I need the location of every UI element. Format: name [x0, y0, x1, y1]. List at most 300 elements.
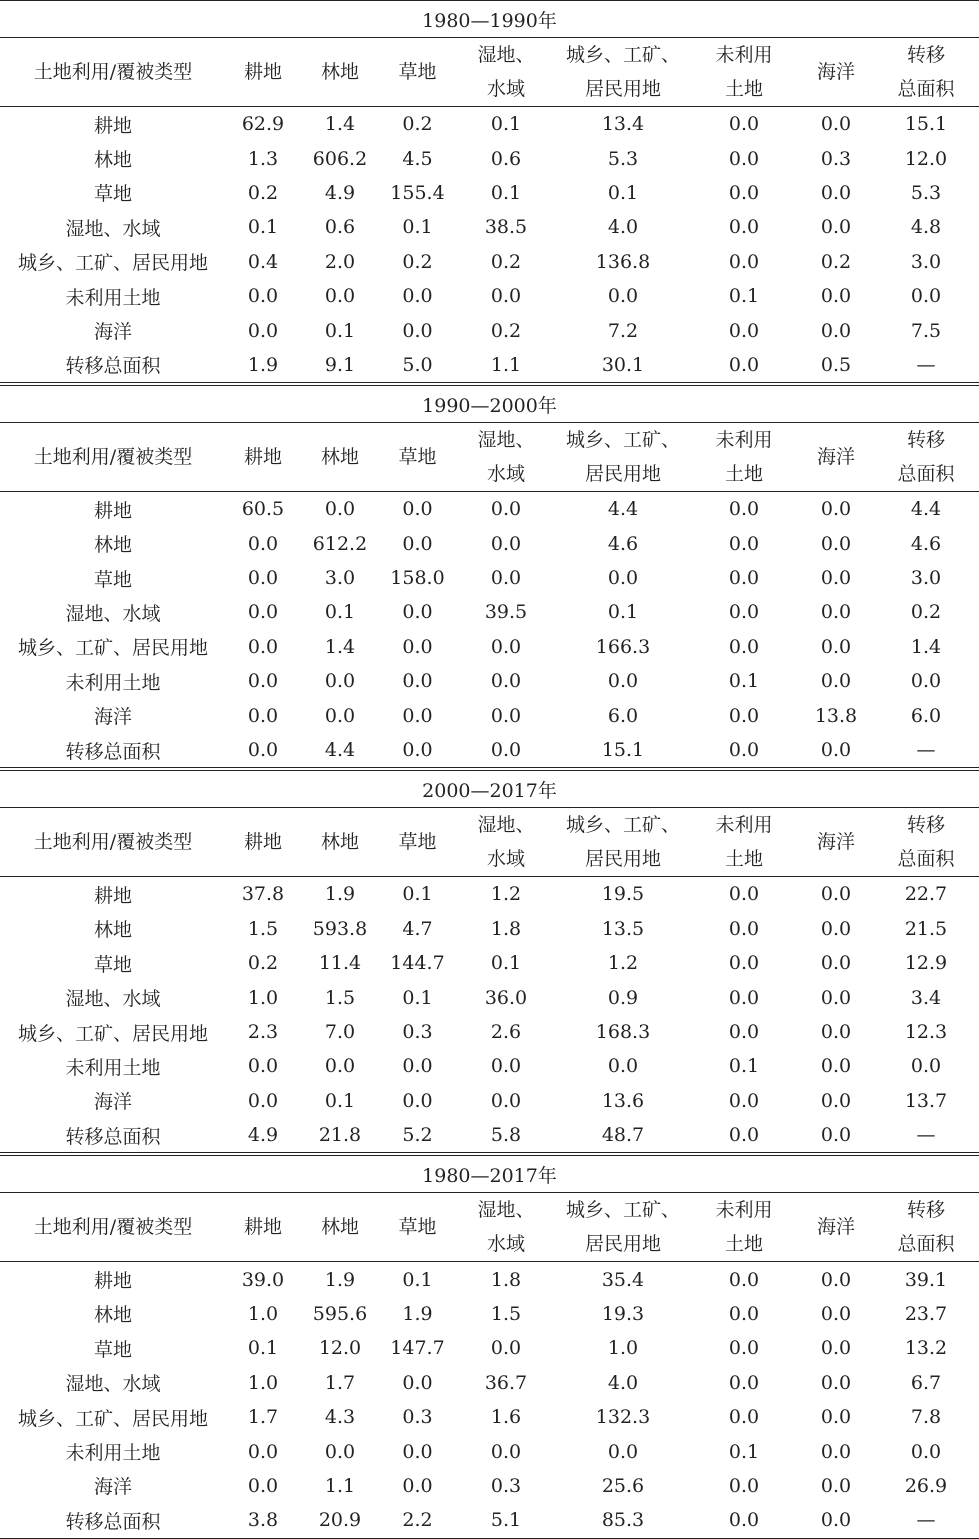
- table-row: [0, 1469, 979, 1503]
- column-header-line2: 居民用地: [584, 1233, 661, 1256]
- table-cell: 0.0: [490, 498, 522, 521]
- column-header: [873, 1193, 979, 1262]
- table-cell: 0.0: [820, 670, 852, 693]
- table-cell: —: [916, 1124, 936, 1147]
- row-label: 耕地: [93, 114, 132, 137]
- table-cell: 4.6: [607, 532, 639, 555]
- table-row: [0, 176, 979, 210]
- table-cell: 0.0: [728, 704, 760, 727]
- table-cell: 0.0: [247, 635, 279, 658]
- row-label: 耕地: [93, 884, 132, 907]
- column-header-line2: 总面积: [897, 78, 955, 100]
- table-cell: 0.0: [607, 1440, 639, 1463]
- row-label: 城乡、工矿、居民用地: [17, 1407, 208, 1430]
- column-header-line2: 土地: [724, 463, 763, 486]
- table-cell: 0.0: [490, 532, 522, 555]
- column-header-line1: 未利用: [715, 1199, 773, 1222]
- table-cell: 48.7: [601, 1124, 645, 1147]
- table-cell: 0.1: [324, 319, 356, 342]
- table-cell: 0.1: [490, 181, 522, 204]
- table-cell: 2.3: [247, 1021, 279, 1043]
- row-label: 城乡、工矿、居民用地: [17, 1022, 208, 1045]
- table-cell: 168.3: [595, 1021, 651, 1043]
- table-cell: 0.0: [728, 532, 760, 555]
- table-cell: 7.5: [910, 319, 942, 342]
- table-cell: 0.0: [820, 498, 852, 521]
- column-header-line1: 湿地、: [477, 1199, 535, 1222]
- table-cell: 1.2: [607, 952, 639, 975]
- table-cell: 2.0: [324, 250, 356, 273]
- row-label: 未利用土地: [65, 1056, 161, 1079]
- row-label: 湿地、水域: [65, 1373, 161, 1396]
- table-cell: 0.0: [402, 1371, 433, 1394]
- column-header-line1: 未利用: [715, 44, 773, 66]
- table-cell: 0.0: [728, 739, 760, 762]
- table-cell: 0.2: [247, 181, 279, 204]
- column-header: [226, 423, 300, 492]
- table-cell: 0.0: [247, 670, 279, 693]
- table-cell: 0.1: [607, 601, 639, 624]
- table-cell: 1.7: [324, 1371, 356, 1394]
- row-label: 海洋: [93, 1091, 132, 1114]
- table-cell: 1.4: [324, 635, 356, 658]
- table-row: [0, 1366, 979, 1400]
- column-header: [799, 808, 873, 877]
- table-cell: 19.5: [601, 883, 645, 906]
- column-header-line2: 土地: [724, 1233, 763, 1256]
- table-cell: 3.0: [324, 567, 356, 590]
- row-label: 林地: [93, 919, 132, 942]
- table-cell: 4.4: [607, 498, 639, 521]
- table-cell: 0.0: [820, 532, 852, 555]
- table-cell: 7.8: [910, 1406, 942, 1429]
- column-header-line1: 未利用: [715, 814, 773, 837]
- table-cell: 0.0: [728, 601, 760, 624]
- table-cell: 0.0: [607, 1055, 639, 1078]
- row-label: 耕地: [93, 499, 132, 522]
- table-cell: 11.4: [318, 952, 362, 975]
- column-header-line1: 耕地: [243, 446, 282, 469]
- table-cell: 0.0: [820, 1440, 852, 1463]
- table-cell: 0.0: [820, 1406, 852, 1429]
- column-header-line1: 草地: [398, 1216, 437, 1239]
- table-cell: 15.1: [904, 113, 948, 136]
- table-cell: 0.6: [324, 216, 356, 239]
- table-cell: 0.0: [728, 1124, 760, 1147]
- table-cell: 0.2: [402, 113, 433, 136]
- table-row: [0, 1015, 979, 1049]
- table-cell: 1.4: [324, 113, 356, 136]
- table-cell: 0.0: [910, 670, 942, 693]
- table-cell: 0.0: [490, 285, 522, 308]
- table-row: [0, 492, 979, 527]
- header-row-label: 土地利用/覆被类型: [0, 38, 226, 107]
- row-label: 林地: [93, 149, 132, 172]
- table-row: [0, 1049, 979, 1083]
- column-header: [380, 423, 455, 492]
- table-cell: 4.0: [607, 216, 639, 239]
- table-cell: 0.0: [607, 567, 639, 590]
- table-row: [0, 1434, 979, 1468]
- column-header-line1: 海洋: [816, 831, 855, 854]
- table-cell: 0.0: [402, 704, 433, 727]
- table-cell: 136.8: [595, 250, 651, 273]
- table-cell: 0.0: [324, 285, 356, 308]
- table-cell: 0.0: [910, 1440, 942, 1463]
- column-header-line1: 林地: [320, 61, 359, 83]
- table-cell: 1.8: [490, 1268, 522, 1291]
- table-cell: 4.4: [324, 739, 356, 762]
- period-title: 1980—1990年: [0, 1, 979, 38]
- table-cell: 37.8: [241, 883, 285, 906]
- table-cell: 0.0: [247, 1474, 279, 1497]
- table-cell: 0.1: [402, 883, 433, 906]
- table-row: [0, 698, 979, 732]
- table-cell: 0.0: [402, 739, 433, 762]
- table-cell: 22.7: [904, 883, 948, 906]
- column-header-line2: 总面积: [897, 848, 955, 871]
- table-cell: 0.0: [728, 567, 760, 590]
- column-header-line2: 水域: [486, 1233, 525, 1256]
- table-cell: 1.4: [910, 635, 942, 658]
- table-cell: 0.0: [820, 635, 852, 658]
- table-cell: 595.6: [312, 1302, 368, 1325]
- table-cell: 23.7: [904, 1302, 948, 1325]
- column-header-line1: 耕地: [243, 831, 282, 854]
- table-cell: 4.9: [324, 181, 356, 204]
- row-label: 海洋: [93, 1476, 132, 1499]
- table-cell: 0.0: [247, 532, 279, 555]
- column-header: [300, 1193, 380, 1262]
- table-cell: 0.0: [820, 1124, 852, 1147]
- column-header-line2: 总面积: [897, 1233, 955, 1256]
- column-header-line1: 林地: [320, 446, 359, 469]
- table-cell: 2.2: [380, 1503, 455, 1538]
- table-row: [0, 245, 979, 279]
- table-cell: 0.0: [689, 1503, 799, 1538]
- table-row: [0, 313, 979, 347]
- table-cell: 166.3: [595, 635, 651, 658]
- table-cell: 0.0: [728, 635, 760, 658]
- row-label: 草地: [93, 1338, 132, 1361]
- period-row: [0, 384, 979, 423]
- table-cell: 0.0: [728, 1089, 760, 1112]
- table-cell: 60.5: [241, 498, 285, 521]
- table-cell: 0.0: [728, 952, 760, 975]
- table-cell: 4.7: [402, 917, 433, 940]
- table-cell: 39.5: [484, 601, 528, 624]
- column-header: [873, 808, 979, 877]
- table-row: [0, 664, 979, 698]
- table-cell: 0.1: [402, 216, 433, 239]
- table-row: [0, 527, 979, 561]
- table-cell: 0.1: [247, 216, 279, 239]
- table-cell: 4.4: [910, 498, 942, 521]
- table-cell: 0.1: [728, 1055, 760, 1078]
- table-cell: 0.0: [324, 498, 356, 521]
- table-cell: 0.0: [490, 1440, 522, 1463]
- column-header-line2: 水域: [486, 78, 525, 100]
- table-cell: 0.0: [728, 113, 760, 136]
- table-cell: 1.6: [490, 1406, 522, 1429]
- table-cell: 0.0: [247, 601, 279, 624]
- column-header-line1: 海洋: [816, 61, 855, 83]
- table-cell: 0.0: [402, 319, 433, 342]
- row-label: 城乡、工矿、居民用地: [17, 252, 208, 275]
- row-label: 海洋: [93, 321, 132, 344]
- column-header: [799, 1193, 873, 1262]
- table-cell: 0.0: [490, 1089, 522, 1112]
- table-cell: 0.0: [728, 1268, 760, 1291]
- column-header: [226, 1193, 300, 1262]
- table-cell: 5.1: [455, 1503, 557, 1538]
- row-label: 林地: [93, 1304, 132, 1327]
- table-cell: 15.1: [601, 739, 645, 762]
- table-cell: 12.0: [318, 1337, 362, 1360]
- table-cell: 6.0: [910, 704, 942, 727]
- table-cell: 0.0: [490, 739, 522, 762]
- table-cell: 21.8: [318, 1124, 362, 1147]
- table-cell: 0.0: [728, 1406, 760, 1429]
- table-cell: —: [916, 353, 936, 376]
- table-cell: 0.0: [324, 1055, 356, 1078]
- table-cell: 0.0: [728, 181, 760, 204]
- table-cell: 1.0: [607, 1337, 639, 1360]
- table-cell: 0.2: [247, 952, 279, 975]
- table-cell: 0.0: [728, 216, 760, 239]
- table-cell: 0.6: [490, 147, 522, 170]
- row-label: 草地: [93, 183, 132, 206]
- header-row: [0, 1193, 979, 1262]
- table-cell: 5.0: [402, 353, 433, 376]
- table-cell: 0.0: [402, 532, 433, 555]
- table-cell: 0.1: [324, 1089, 356, 1112]
- table-cell: 0.2: [820, 250, 852, 273]
- column-header-line1: 海洋: [816, 446, 855, 469]
- table-cell: 0.0: [910, 285, 942, 308]
- table-cell: 3.0: [910, 567, 942, 590]
- table-cell: 0.0: [402, 498, 433, 521]
- table-cell: 0.0: [490, 1337, 522, 1360]
- column-header: [455, 808, 557, 877]
- table-cell: 0.0: [820, 1021, 852, 1043]
- table-cell: 0.0: [247, 704, 279, 727]
- table-cell: 0.0: [820, 319, 852, 342]
- column-header-line2: 居民用地: [584, 463, 661, 486]
- column-header: [689, 423, 799, 492]
- column-header-line2: 土地: [724, 848, 763, 871]
- table-cell: 0.0: [820, 1371, 852, 1394]
- row-label: 城乡、工矿、居民用地: [17, 637, 208, 660]
- column-header-line1: 转移: [906, 814, 945, 837]
- table-cell: 0.0: [728, 883, 760, 906]
- header-row-label: 土地利用/覆被类型: [0, 1193, 226, 1262]
- row-label: 草地: [93, 953, 132, 976]
- table-cell: 3.4: [910, 986, 942, 1009]
- table-row: [0, 1400, 979, 1434]
- period-row: [0, 1, 979, 38]
- table-cell: 0.0: [247, 1089, 279, 1112]
- table-cell: 0.1: [728, 1440, 760, 1463]
- table-cell: 6.0: [607, 704, 639, 727]
- table-cell: 36.0: [484, 986, 528, 1009]
- table-cell: 0.1: [607, 181, 639, 204]
- table-cell: 5.2: [402, 1124, 433, 1147]
- table-cell: 0.1: [324, 601, 356, 624]
- row-label: 未利用土地: [65, 1442, 161, 1465]
- column-header: [689, 1193, 799, 1262]
- column-header-line2: 总面积: [897, 463, 955, 486]
- table-row: [0, 348, 979, 384]
- table-cell: 35.4: [601, 1268, 645, 1291]
- table-cell: 0.0: [820, 1337, 852, 1360]
- table-cell: 0.0: [799, 1503, 873, 1538]
- table-row: [0, 733, 979, 769]
- column-header-line1: 湿地、: [477, 429, 535, 452]
- column-header-line1: 草地: [398, 61, 437, 83]
- table-cell: 0.0: [820, 1302, 852, 1325]
- table-cell: 0.1: [402, 1268, 433, 1291]
- table-cell: 0.4: [247, 250, 279, 273]
- table-cell: 0.2: [490, 250, 522, 273]
- table-cell: 0.0: [247, 319, 279, 342]
- header-row-label: 土地利用/覆被类型: [0, 423, 226, 492]
- period-title: 1980—2017年: [0, 1154, 979, 1193]
- table-cell: 0.0: [820, 1474, 852, 1497]
- table-cell: 147.7: [390, 1337, 445, 1360]
- row-label: 未利用土地: [65, 671, 161, 694]
- table-cell: 0.0: [402, 285, 433, 308]
- table-cell: 1.0: [247, 986, 279, 1009]
- table-cell: 5.3: [910, 181, 942, 204]
- table-cell: 0.0: [728, 319, 760, 342]
- table-cell: 0.0: [607, 285, 639, 308]
- table-cell: 0.0: [728, 498, 760, 521]
- table-cell: 62.9: [241, 113, 285, 136]
- table-cell: 0.0: [402, 1440, 433, 1463]
- row-label: 海洋: [93, 706, 132, 729]
- column-header: [689, 808, 799, 877]
- column-header-line1: 草地: [398, 831, 437, 854]
- table-cell: 606.2: [312, 147, 368, 170]
- table-cell: 7.0: [324, 1021, 356, 1043]
- table-cell: 4.6: [910, 532, 942, 555]
- table-cell: 1.5: [490, 1302, 522, 1325]
- table-cell: 25.6: [601, 1474, 645, 1497]
- table-cell: 0.2: [910, 601, 942, 624]
- table-cell: 0.1: [728, 285, 760, 308]
- table-cell: 0.0: [247, 285, 279, 308]
- table-cell: 0.0: [402, 601, 433, 624]
- table-cell: 6.7: [910, 1371, 942, 1394]
- column-header-line1: 耕地: [243, 61, 282, 83]
- table-cell: 0.0: [402, 1055, 433, 1078]
- table-cell: 0.0: [324, 670, 356, 693]
- table-cell: 0.3: [820, 147, 852, 170]
- row-label: 湿地、水域: [65, 602, 161, 625]
- table-cell: 0.3: [402, 1406, 433, 1429]
- table-cell: 0.2: [402, 250, 433, 273]
- table-cell: 38.5: [484, 216, 528, 239]
- table-row: [0, 279, 979, 313]
- column-header-line1: 林地: [320, 831, 359, 854]
- row-label: 转移总面积: [65, 1125, 161, 1148]
- table-cell: 9.1: [324, 353, 356, 376]
- table-cell: 1.2: [490, 883, 522, 906]
- column-header: [226, 38, 300, 107]
- table-cell: 0.0: [820, 216, 852, 239]
- table-body: [0, 1, 979, 1539]
- table-cell: 0.0: [820, 952, 852, 975]
- column-header-line1: 城乡、工矿、: [565, 44, 680, 66]
- table-cell: 0.0: [728, 1302, 760, 1325]
- table-cell: 5.8: [490, 1124, 522, 1147]
- table-cell: 1.0: [247, 1371, 279, 1394]
- table-cell: 30.1: [601, 353, 645, 376]
- table-cell: 0.0: [820, 917, 852, 940]
- table-cell: 0.1: [490, 113, 522, 136]
- column-header-line1: 海洋: [816, 1216, 855, 1239]
- table-cell: 3.8: [226, 1503, 300, 1538]
- row-label: 转移总面积: [65, 740, 161, 763]
- table-row: [0, 912, 979, 946]
- table-row: [0, 980, 979, 1014]
- table-cell: 0.0: [728, 1474, 760, 1497]
- table-cell: 20.9: [300, 1503, 380, 1538]
- table-cell: 4.9: [247, 1124, 279, 1147]
- table-row: [0, 630, 979, 664]
- column-header: [380, 1193, 455, 1262]
- table-cell: 0.1: [247, 1337, 279, 1360]
- row-label: 转移总面积: [0, 1503, 226, 1538]
- row-label: 耕地: [93, 1270, 132, 1293]
- table-cell: 7.2: [607, 319, 639, 342]
- table-row: [0, 141, 979, 175]
- table-row: [0, 946, 979, 980]
- table-cell: —: [916, 739, 936, 762]
- table-cell: 0.0: [728, 986, 760, 1009]
- table-cell: 155.4: [390, 181, 445, 204]
- table-row: [0, 877, 979, 912]
- row-label: 湿地、水域: [65, 988, 161, 1011]
- table-row: [0, 107, 979, 142]
- table-cell: 0.0: [820, 739, 852, 762]
- table-cell: 1.5: [324, 986, 356, 1009]
- column-header-line1: 城乡、工矿、: [565, 1199, 680, 1222]
- table-cell: 593.8: [312, 917, 368, 940]
- table-cell: 0.0: [402, 1089, 433, 1112]
- period-title: 2000—2017年: [0, 769, 979, 808]
- column-header: [557, 1193, 689, 1262]
- column-header: [380, 808, 455, 877]
- table-cell: 0.0: [402, 670, 433, 693]
- column-header-line1: 耕地: [243, 1216, 282, 1239]
- column-header: [799, 38, 873, 107]
- column-header: [873, 423, 979, 492]
- column-header: [689, 38, 799, 107]
- table-cell: 39.0: [241, 1268, 285, 1291]
- table-cell: 612.2: [312, 532, 368, 555]
- table-cell: 12.3: [904, 1021, 948, 1043]
- column-header: [455, 423, 557, 492]
- row-label: 林地: [93, 534, 132, 557]
- table-row: [0, 1503, 979, 1538]
- table-cell: 1.0: [247, 1302, 279, 1325]
- column-header: [799, 423, 873, 492]
- table-cell: 0.0: [728, 250, 760, 273]
- table-cell: 1.5: [247, 917, 279, 940]
- table-cell: 0.0: [402, 1474, 433, 1497]
